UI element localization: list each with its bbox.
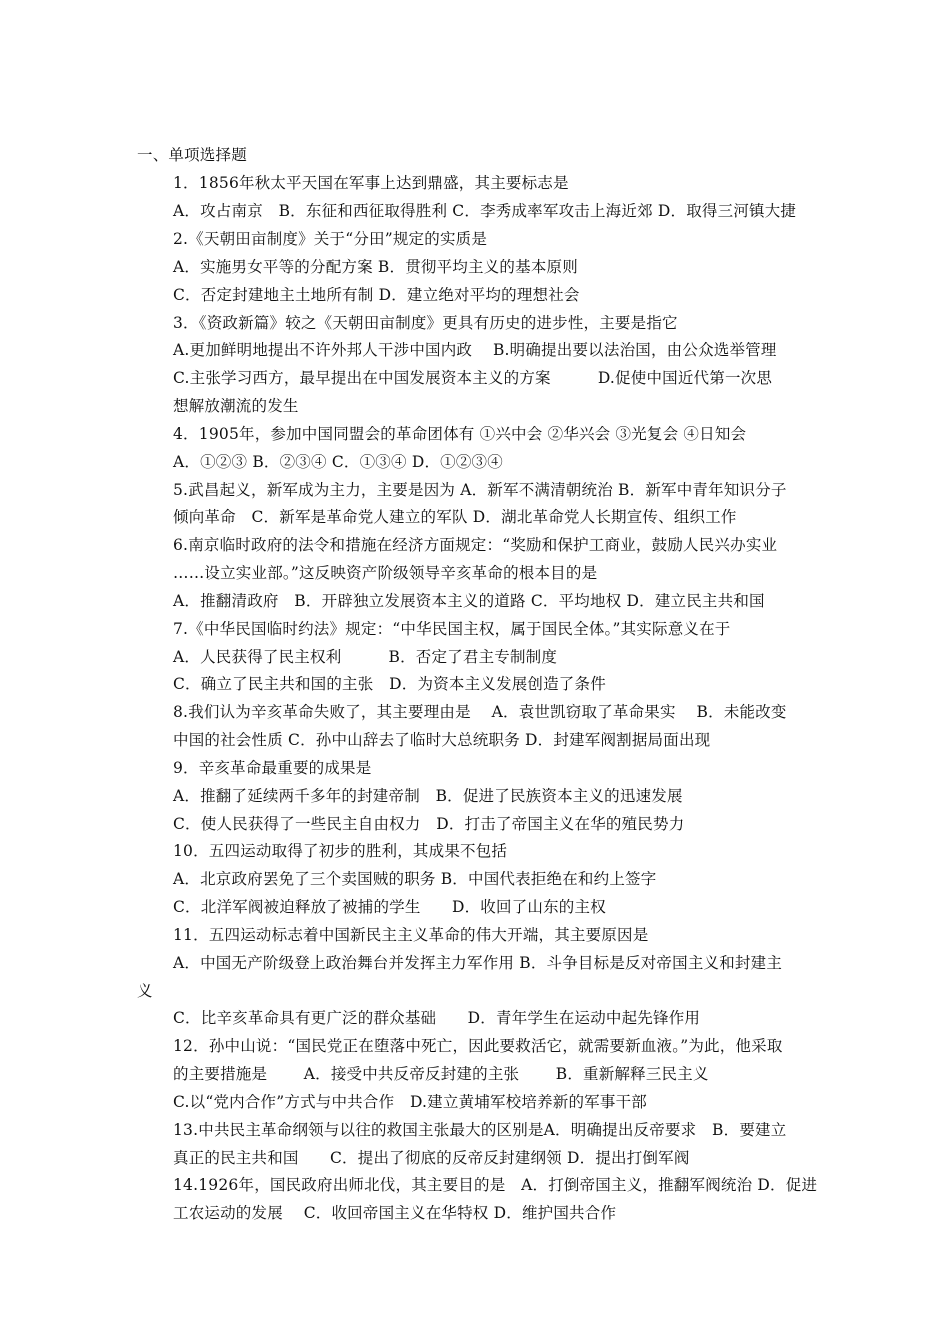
question-line: 真正的民主共和国 C．提出了彻底的反帝反封建纲领 D．提出打倒军阀 <box>173 1149 690 1167</box>
question-line: 义 <box>137 982 153 1000</box>
question-line: 13.中共民主革命纲领与以往的救国主张最大的区别是A．明确提出反帝要求 B．要建立 <box>173 1121 787 1139</box>
question-line: A．中国无产阶级登上政治舞台并发挥主力军作用 B．斗争目标是反对帝国主义和封建主 <box>173 954 783 972</box>
question-line: 10．五四运动取得了初步的胜利，其成果不包括 <box>173 842 508 860</box>
question-line: C．否定封建地主土地所有制 D．建立绝对平均的理想社会 <box>173 286 580 304</box>
question-line: C.以“党内合作”方式与中共合作 D.建立黄埔军校培养新的军事干部 <box>173 1093 647 1111</box>
question-line: 12．孙中山说：“国民党正在堕落中死亡，因此要救活它，就需要新血液。”为此，他采取 <box>173 1037 783 1055</box>
question-line: 中国的社会性质 C．孙中山辞去了临时大总统职务 D．封建军阀割据局面出现 <box>173 731 711 749</box>
question-line: 1．1856年秋太平天国在军事上达到鼎盛，其主要标志是 <box>173 174 569 192</box>
question-line: 5.武昌起义，新军成为主力，主要是因为 A．新军不满清朝统治 B．新军中青年知识分子 <box>173 481 787 499</box>
question-line: 2.《天朝田亩制度》关于“分田”规定的实质是 <box>173 230 488 248</box>
question-line: C．使人民获得了一些民主自由权力 D．打击了帝国主义在华的殖民势力 <box>173 815 685 833</box>
question-line: 倾向革命 C．新军是革命党人建立的军队 D．湖北革命党人长期宣传、组织工作 <box>173 508 737 526</box>
question-line: 11．五四运动标志着中国新民主主义革命的伟大开端，其主要原因是 <box>173 926 649 944</box>
question-line: A．人民获得了民主权利 B．否定了君主专制制度 <box>173 648 558 666</box>
question-line: 14.1926年，国民政府出师北伐，其主要目的是 A．打倒帝国主义，推翻军阀统治 D．促进 <box>173 1176 818 1194</box>
question-line: A.更加鲜明地提出不许外邦人干涉中国内政 B.明确提出要以法治国，由公众选举管理 <box>173 341 777 359</box>
question-line: C．比辛亥革命具有更广泛的群众基础 D．青年学生在运动中起先锋作用 <box>173 1009 701 1027</box>
question-line: 8.我们认为辛亥革命失败了，其主要理由是 A．袁世凯窃取了革命果实 B．未能改变 <box>173 703 787 721</box>
question-line: C．北洋军阀被迫释放了被捕的学生 D．收回了山东的主权 <box>173 898 606 916</box>
question-line: A．推翻清政府 B．开辟独立发展资本主义的道路 C．平均地权 D．建立民主共和国 <box>173 592 765 610</box>
question-line: 的主要措施是 A．接受中共反帝反封建的主张 B．重新解释三民主义 <box>173 1065 709 1083</box>
question-line: A．实施男女平等的分配方案 B．贯彻平均主义的基本原则 <box>173 258 578 276</box>
question-line: A．攻占南京 B．东征和西征取得胜利 C．李秀成率军攻击上海近郊 D．取得三河镇大捷 <box>173 202 797 220</box>
question-line: 3．《资政新篇》较之《天朝田亩制度》更具有历史的进步性，主要是指它 <box>173 314 678 332</box>
question-line: ……设立实业部。”这反映资产阶级领导辛亥革命的根本目的是 <box>173 564 598 582</box>
question-line: C．确立了民主共和国的主张 D．为资本主义发展创造了条件 <box>173 675 606 693</box>
question-line: 工农运动的发展 C．收回帝国主义在华特权 D．维护国共合作 <box>173 1204 617 1222</box>
question-line: 4．1905年，参加中国同盟会的革命团体有 ①兴中会 ②华兴会 ③光复会 ④日知会 <box>173 425 747 443</box>
question-line: A．①②③ B．②③④ C．①③④ D．①②③④ <box>173 453 503 471</box>
question-line: A．推翻了延续两千多年的封建帝制 B．促进了民族资本主义的迅速发展 <box>173 787 683 805</box>
section-title: 一、单项选择题 <box>137 146 247 164</box>
question-line: A．北京政府罢免了三个卖国贼的职务 B．中国代表拒绝在和约上签字 <box>173 870 657 888</box>
question-line: 想解放潮流的发生 <box>173 397 299 415</box>
question-line: C.主张学习西方，最早提出在中国发展资本主义的方案 D.促使中国近代第一次思 <box>173 369 773 387</box>
question-line: 9．辛亥革命最重要的成果是 <box>173 759 372 777</box>
question-line: 7.《中华民国临时约法》规定：“中华民国主权，属于国民全体。”其实际意义在于 <box>173 620 731 638</box>
question-line: 6.南京临时政府的法令和措施在经济方面规定：“奖励和保护工商业，鼓励人民兴办实业 <box>173 536 778 554</box>
